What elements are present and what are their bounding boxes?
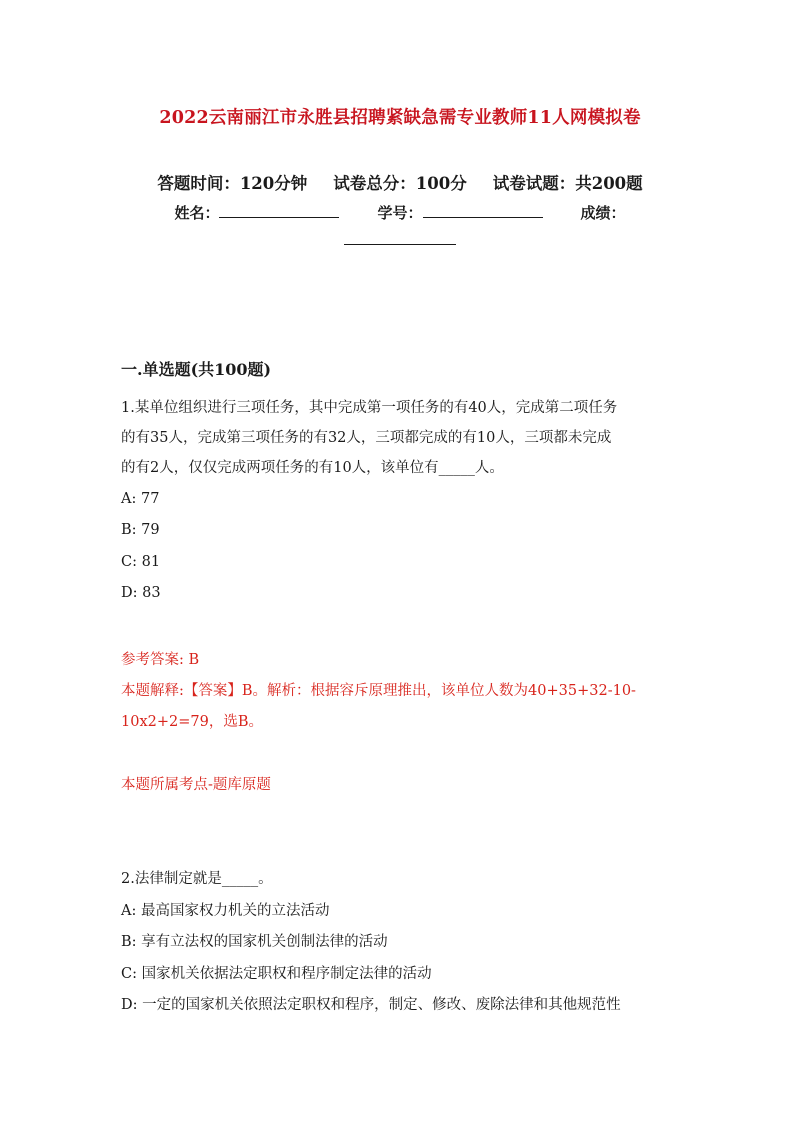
question-2-option-d: D: 一定的国家机关依照法定职权和程序，制定、修改、废除法律和其他规范性 <box>121 997 621 1013</box>
question-1-stem <box>121 393 689 483</box>
name-label: 姓名： <box>174 204 220 222</box>
id-blank <box>423 204 543 218</box>
question-1-option-d: D: 83 <box>121 585 161 601</box>
question-1-source: 本题所属考点-题库原题 <box>121 777 271 793</box>
grade-blank <box>344 231 456 245</box>
question-1-option-c: C: 81 <box>121 554 161 570</box>
grade-blank-line <box>0 230 800 249</box>
question-2-option-c: C: 国家机关依据法定职权和程序制定法律的活动 <box>121 966 432 982</box>
exam-title: 2022云南丽江市永胜县招聘紧缺急需专业教师11人网模拟卷 <box>159 108 641 128</box>
question-1-option-b: B: 79 <box>121 522 160 538</box>
time-label: 答题时间：120分钟 <box>157 174 308 193</box>
question-1-explanation-line: 本题解释:【答案】B。解析：根据容斥原理推出，该单位人数为40+35+32-10- <box>121 683 636 699</box>
question-2-stem: 2.法律制定就是_____。 <box>121 871 273 887</box>
question-1-line: 的有2人，仅仅完成两项任务的有10人，该单位有_____人。 <box>121 460 504 476</box>
score-label: 试卷总分：100分 <box>333 174 467 193</box>
question-1-line: 1.某单位组织进行三项任务，其中完成第一项任务的有40人，完成第二项任务 <box>121 400 618 416</box>
question-2-option-b: B: 享有立法权的国家机关创制法律的活动 <box>121 934 388 950</box>
question-1-line: 的有35人，完成第三项任务的有32人，三项都完成的有10人，三项都未完成 <box>121 430 612 446</box>
question-1-answer: 参考答案: B <box>121 652 200 668</box>
section-title: 一.单选题(共100题) <box>121 360 272 379</box>
name-blank <box>219 204 339 218</box>
count-label: 试卷试题：共200题 <box>492 174 643 193</box>
id-label: 学号： <box>377 204 423 222</box>
question-1-explanation-line: 10x2+2=79，选B。 <box>121 714 263 730</box>
question-1-option-a: A: 77 <box>121 491 160 507</box>
question-2-option-a: A: 最高国家权力机关的立法活动 <box>121 903 330 919</box>
exam-meta <box>0 170 800 194</box>
grade-label: 成绩： <box>580 204 626 222</box>
student-info <box>0 202 800 223</box>
